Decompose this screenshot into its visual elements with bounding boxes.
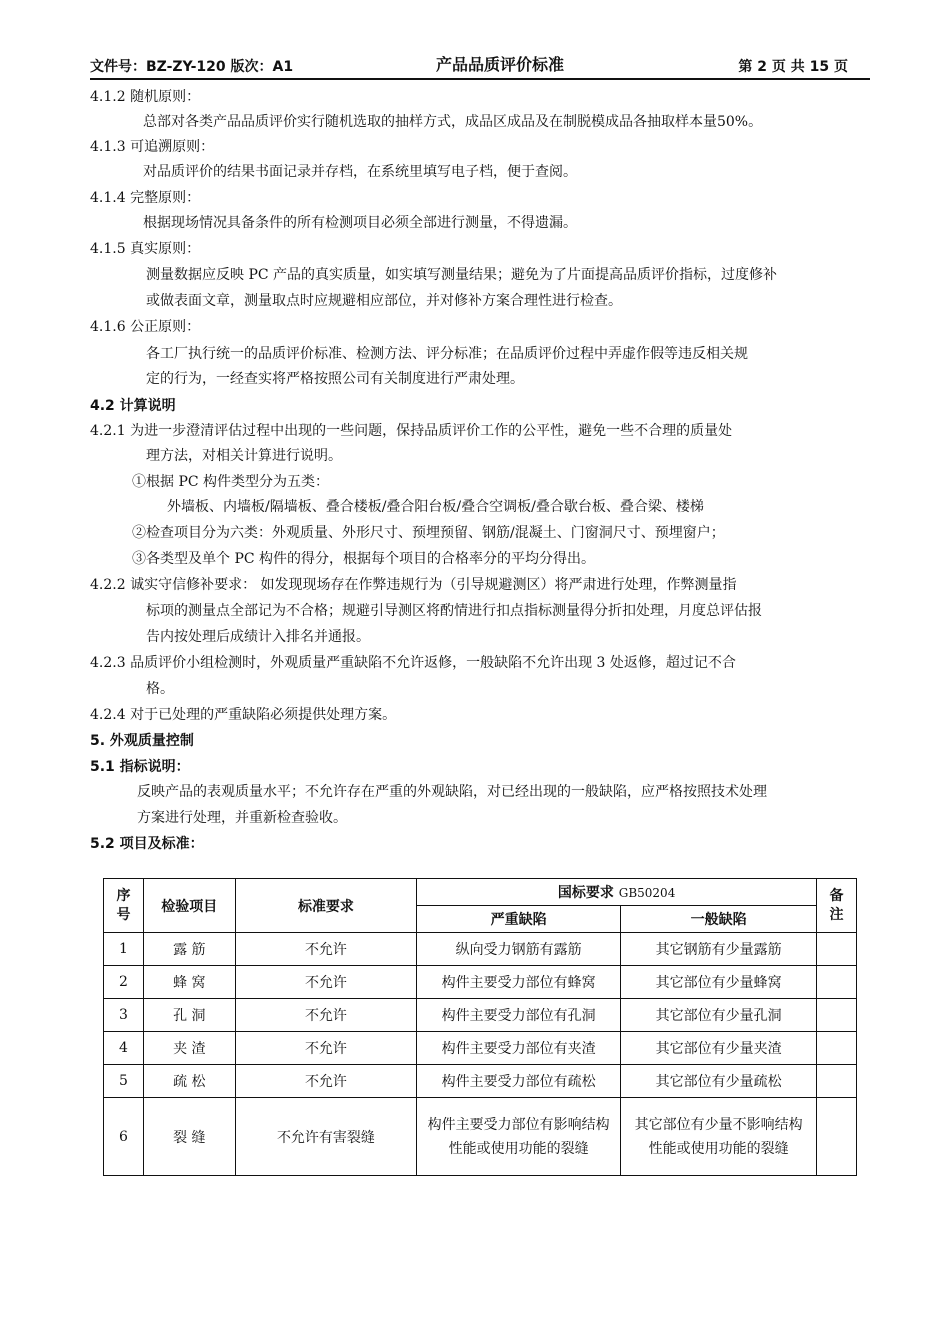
section-4-2-1-line-2: 理方法，对相关计算进行说明。 xyxy=(146,448,342,464)
header-remark: 备注 xyxy=(817,879,857,933)
cell-standard: 不允许 xyxy=(235,933,417,966)
cell-item: 夹 渣 xyxy=(143,1032,235,1065)
section-4-2-2-line-3: 告内按处理后成绩计入排名并通报。 xyxy=(146,629,370,645)
cell-standard: 不允许 xyxy=(235,999,417,1032)
section-5-1-line-2: 方案进行处理，并重新检查验收。 xyxy=(137,810,347,826)
cell-remark xyxy=(817,966,857,999)
section-4-2-2-line-2: 标项的测量点全部记为不合格；规避引导测区将酌情进行扣点指标测量得分折扣处理，月度总评估报 xyxy=(146,603,762,619)
cell-remark xyxy=(817,999,857,1032)
page-header xyxy=(90,52,870,80)
table-row xyxy=(104,1032,857,1065)
section-4-1-3-text: 对品质评价的结果书面记录并存档，在系统里填写电子档，便于查阅。 xyxy=(143,164,577,180)
cell-item: 露 筋 xyxy=(143,933,235,966)
cell-standard: 不允许 xyxy=(235,1065,417,1098)
cell-serious: 构件主要受力部位有夹渣 xyxy=(417,1032,621,1065)
section-5-heading: 5. 外观质量控制 xyxy=(90,733,194,749)
cell-remark xyxy=(817,1032,857,1065)
quality-standards-table xyxy=(103,878,857,1176)
cell-no: 3 xyxy=(104,999,144,1032)
document-title: 产品品质评价标准 xyxy=(436,55,565,74)
table-row xyxy=(104,1065,857,1098)
cell-remark xyxy=(817,1098,857,1176)
table-row xyxy=(104,933,857,966)
cell-general: 其它部位有少量不影响结构性能或使用功能的裂缝 xyxy=(621,1098,817,1176)
cell-serious: 纵向受力钢筋有露筋 xyxy=(417,933,621,966)
cell-no: 4 xyxy=(104,1032,144,1065)
section-4-1-6-line-2: 定的行为，一经查实将严格按照公司有关制度进行严肃处理。 xyxy=(146,371,524,387)
section-4-1-3-heading: 4.1.3 可追溯原则： xyxy=(90,139,215,155)
table-header-row xyxy=(104,879,857,906)
cell-general: 其它部位有少量孔洞 xyxy=(621,999,817,1032)
item-2-text: ②检查项目分为六类：外观质量、外形尺寸、预埋预留、钢筋/混凝土、门窗洞尺寸、预埋窗户； xyxy=(132,525,725,541)
cell-no: 1 xyxy=(104,933,144,966)
section-5-1-heading: 5.1 指标说明： xyxy=(90,759,190,775)
section-4-1-4-text: 根据现场情况具备条件的所有检测项目必须全部进行测量，不得遗漏。 xyxy=(143,215,577,231)
cell-serious: 构件主要受力部位有孔洞 xyxy=(417,999,621,1032)
item-3-text: ③各类型及单个 PC 构件的得分，根据每个项目的合格率分的平均分得出。 xyxy=(132,551,596,567)
table-row xyxy=(104,966,857,999)
national-label: 国标要求 xyxy=(557,885,614,901)
section-4-2-4-text: 4.2.4 对于已处理的严重缺陷必须提供处理方案。 xyxy=(90,707,397,723)
section-5-2-heading: 5.2 项目及标准： xyxy=(90,836,204,852)
cell-item: 蜂 窝 xyxy=(143,966,235,999)
page-indicator: 第 2 页 共 15 页 xyxy=(738,59,848,75)
cell-no: 5 xyxy=(104,1065,144,1098)
cell-item: 疏 松 xyxy=(143,1065,235,1098)
section-4-2-3-line-1: 4.2.3 品质评价小组检测时，外观质量严重缺陷不允许返修，一般缺陷不允许出现 3 处返修，超过记不合 xyxy=(90,655,736,671)
cell-general: 其它部位有少量蜂窝 xyxy=(621,966,817,999)
file-number: 文件号：BZ-ZY-120 版次：A1 xyxy=(90,59,294,75)
header-no: 序号 xyxy=(104,879,144,933)
header-serious: 严重缺陷 xyxy=(417,906,621,933)
section-4-2-heading: 4.2 计算说明 xyxy=(90,398,176,414)
cell-remark xyxy=(817,933,857,966)
cell-standard: 不允许 xyxy=(235,1032,417,1065)
section-4-1-5-line-2: 或做表面文章，测量取点时应规避相应部位，并对修补方案合理性进行检查。 xyxy=(146,293,622,309)
section-4-1-6-line-1: 各工厂执行统一的品质评价标准、检测方法、评分标准；在品质评价过程中弄虚作假等违反相关规 xyxy=(146,346,748,362)
section-4-1-2-heading: 4.1.2 随机原则： xyxy=(90,89,201,105)
table-row xyxy=(104,1098,857,1176)
cell-no: 2 xyxy=(104,966,144,999)
cell-no: 6 xyxy=(104,1098,144,1176)
header-national xyxy=(417,879,817,906)
cell-item: 裂 缝 xyxy=(143,1098,235,1176)
cell-item: 孔 洞 xyxy=(143,999,235,1032)
header-general: 一般缺陷 xyxy=(621,906,817,933)
item-1-text: ①根据 PC 构件类型分为五类： xyxy=(132,474,330,490)
cell-serious: 构件主要受力部位有蜂窝 xyxy=(417,966,621,999)
header-standard: 标准要求 xyxy=(235,879,417,933)
section-4-1-4-heading: 4.1.4 完整原则： xyxy=(90,190,201,206)
cell-serious: 构件主要受力部位有影响结构性能或使用功能的裂缝 xyxy=(417,1098,621,1176)
section-4-1-6-heading: 4.1.6 公正原则： xyxy=(90,319,201,335)
section-4-2-3-line-2: 格。 xyxy=(146,681,174,697)
national-code: GB50204 xyxy=(618,886,676,900)
cell-standard: 不允许有害裂缝 xyxy=(235,1098,417,1176)
section-4-2-1-line-1: 4.2.1 为进一步澄清评估过程中出现的一些问题，保持品质评价工作的公平性，避免一些不合理的质量处 xyxy=(90,423,733,439)
section-5-1-line-1: 反映产品的表观质量水平；不允许存在严重的外观缺陷，对已经出现的一般缺陷，应严格按照技术处理 xyxy=(137,784,767,800)
cell-general: 其它部位有少量疏松 xyxy=(621,1065,817,1098)
cell-remark xyxy=(817,1065,857,1098)
cell-standard: 不允许 xyxy=(235,966,417,999)
section-4-1-5-line-1: 测量数据应反映 PC 产品的真实质量，如实填写测量结果；避免为了片面提高品质评价指标，过度修补 xyxy=(146,267,778,283)
section-4-1-5-heading: 4.1.5 真实原则： xyxy=(90,241,201,257)
cell-serious: 构件主要受力部位有疏松 xyxy=(417,1065,621,1098)
cell-general: 其它钢筋有少量露筋 xyxy=(621,933,817,966)
table-row xyxy=(104,999,857,1032)
header-item: 检验项目 xyxy=(143,879,235,933)
section-4-2-2-line-1: 4.2.2 诚实守信修补要求： 如发现现场存在作弊违规行为（引导规避测区）将严肃进行处理，作弊测量指 xyxy=(90,577,737,593)
cell-general: 其它部位有少量夹渣 xyxy=(621,1032,817,1065)
section-4-1-2-text: 总部对各类产品品质评价实行随机选取的抽样方式，成品区成品及在制脱模成品各抽取样本量50%。 xyxy=(143,114,763,130)
item-1-detail: 外墙板、内墙板/隔墙板、叠合楼板/叠合阳台板/叠合空调板/叠合歇台板、叠合梁、楼梯 xyxy=(167,499,704,515)
